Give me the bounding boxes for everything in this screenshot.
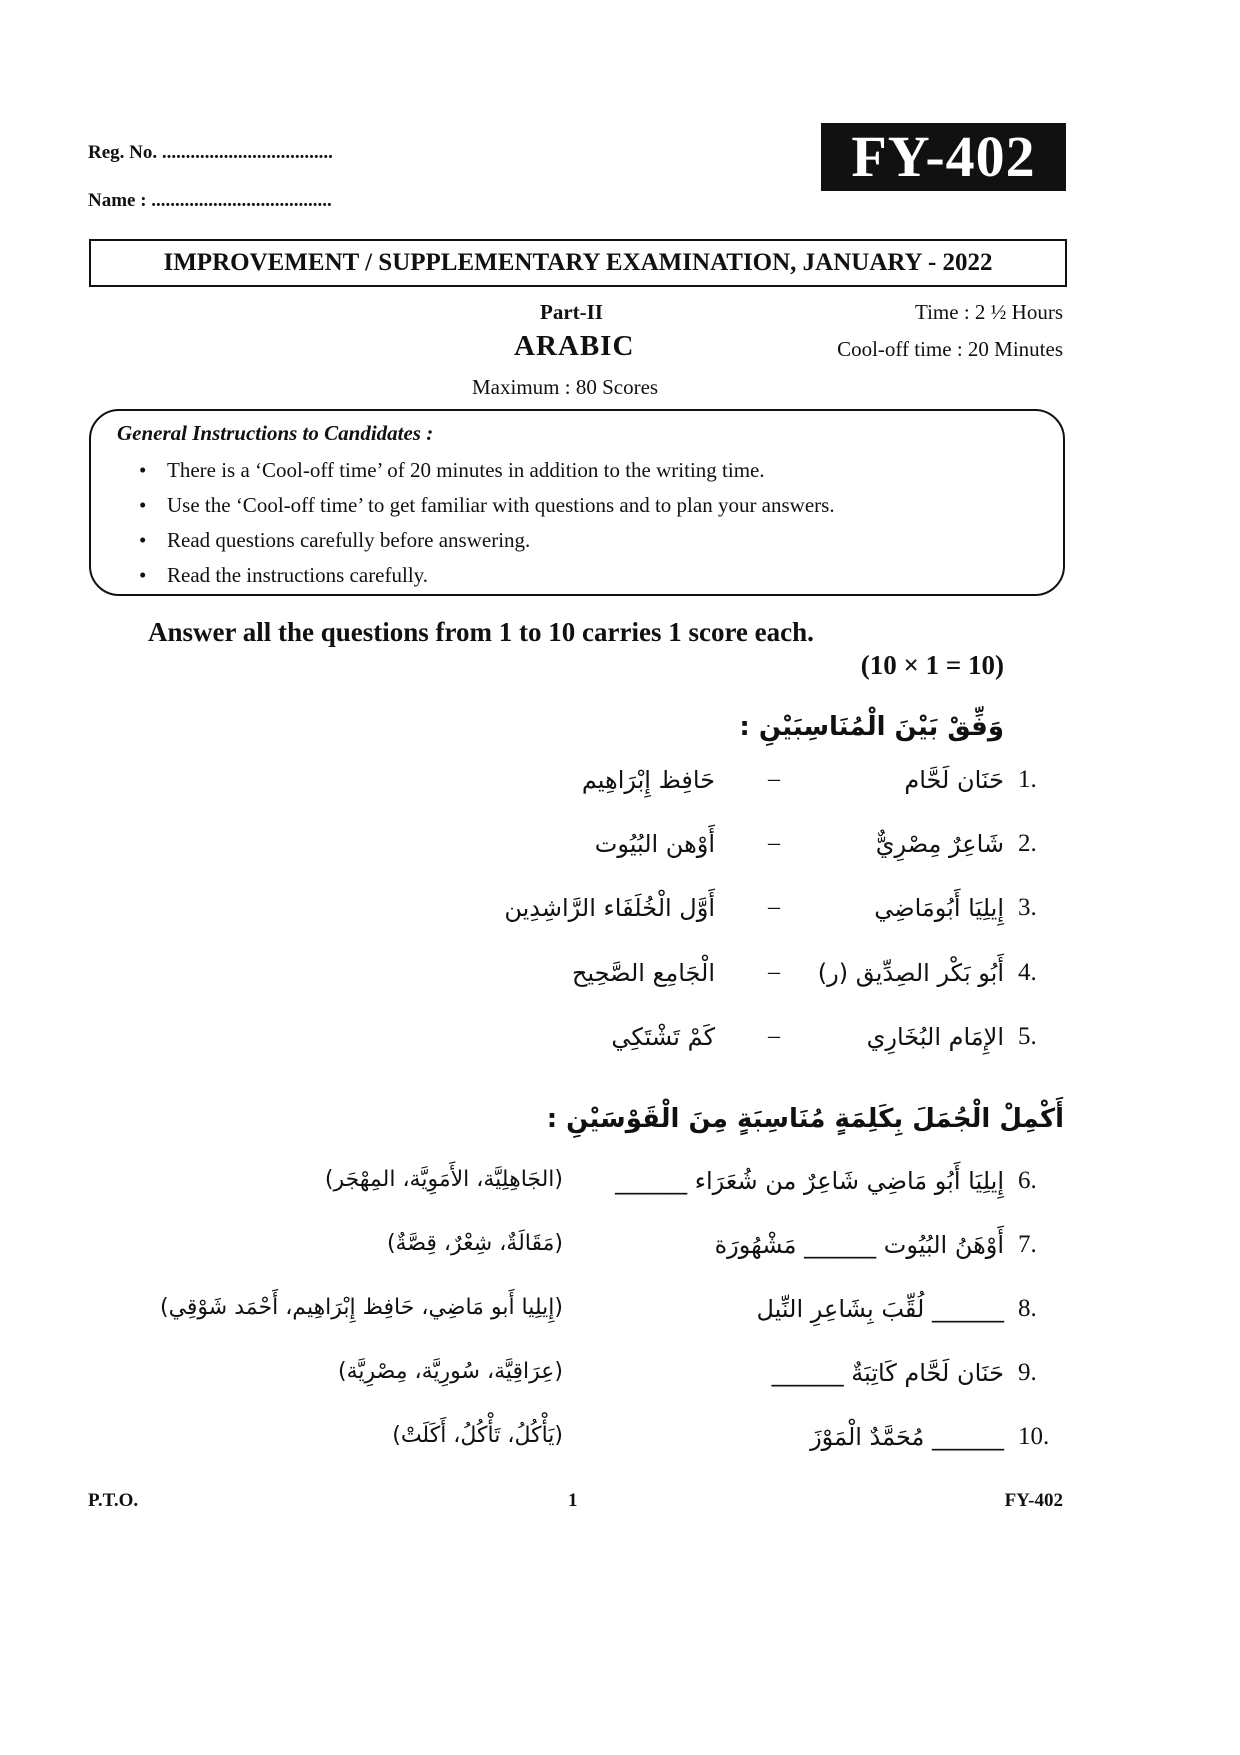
match-dash: – — [768, 830, 780, 856]
match-row — [0, 894, 1240, 934]
instruction-item: • There is a ‘Cool-off time’ of 20 minutes in addition to the writing time. — [139, 457, 835, 492]
match-right: الإِمَام البُخَارِي — [866, 1023, 1004, 1051]
page-number: 1 — [568, 1490, 578, 1511]
footer-pto: P.T.O. — [88, 1490, 139, 1511]
question-number: 1. — [1018, 766, 1037, 793]
cool-off-label: Cool-off time : 20 Minutes — [837, 337, 1063, 361]
part-label: Part-II — [540, 300, 603, 324]
complete-row — [0, 1231, 1240, 1271]
question-number: 7. — [1018, 1231, 1037, 1258]
question-text: ______ لُقِّبَ بِشَاعِرِ النِّيل — [756, 1295, 1004, 1323]
instruction-item: • Read questions carefully before answering. — [139, 527, 835, 562]
question-number: 2. — [1018, 830, 1037, 857]
match-right: شَاعِرٌ مِصْرِيٌّ — [875, 830, 1004, 858]
match-right: أَبُو بَكْر الصِدِّيق (ر) — [817, 959, 1004, 987]
complete-row — [0, 1167, 1240, 1207]
instructions-list — [139, 457, 835, 597]
reg-no-field: Reg. No. .................................... — [88, 142, 333, 163]
question-options: (عِرَاقِيَّة، سُورِيَّة، مِصْرِيَّة) — [338, 1359, 563, 1384]
match-dash: – — [768, 1023, 780, 1049]
name-field: Name : ...................................... — [88, 190, 332, 211]
match-row — [0, 1023, 1240, 1063]
question-options: (إِيلِيا أَبو مَاضِي، حَافِظ إِبْرَاهِيم، أَحْمَد شَوْقِي) — [160, 1295, 563, 1320]
question-options: (يَأْكُلُ، تَأْكُلُ، أَكَلَتْ) — [392, 1423, 563, 1448]
section-heading: Answer all the questions from 1 to 10 carries 1 score each. — [148, 617, 814, 647]
match-right: إِيلِيَا أَبُومَاضِي — [874, 894, 1004, 922]
match-right: حَنَان لَحَّام — [904, 766, 1004, 794]
match-dash: – — [768, 894, 780, 920]
question-number: 6. — [1018, 1167, 1037, 1194]
complete-row — [0, 1423, 1240, 1463]
instruction-item: • Use the ‘Cool-off time’ to get familiar with questions and to plan your answers. — [139, 492, 835, 527]
question-number: 8. — [1018, 1295, 1037, 1322]
match-instruction: وَفِّقْ بَيْنَ الْمُنَاسِبَيْنِ : — [739, 712, 1004, 742]
question-number: 9. — [1018, 1359, 1037, 1386]
question-text: أَوْهَنُ البُيُوت ______ مَشْهُورَة — [714, 1231, 1004, 1259]
match-dash: – — [768, 766, 780, 792]
complete-row — [0, 1359, 1240, 1399]
question-number: 3. — [1018, 894, 1037, 921]
question-text: حَنَان لَحَّام كَاتِبَةٌ ______ — [771, 1359, 1004, 1387]
max-score: Maximum : 80 Scores — [472, 375, 659, 399]
question-text: إِيلِيَا أَبُو مَاضِي شَاعِرٌ من شُعَرَاء ______ — [615, 1167, 1004, 1195]
exam-title: IMPROVEMENT / SUPPLEMENTARY EXAMINATION, JANUARY - 2022 — [89, 239, 1067, 287]
match-left: الْجَامِع الصَّحِيح — [571, 959, 715, 987]
section-score: (10 × 1 = 10) — [860, 650, 1004, 680]
question-number: 4. — [1018, 959, 1037, 986]
complete-instruction: أَكْمِلْ الْجُمَلَ بِكَلِمَةٍ مُنَاسِبَةٍ مِنَ الْقَوْسَيْنِ : — [546, 1104, 1064, 1134]
instructions-box — [89, 409, 1065, 596]
match-left: أَوَّل الْخُلَفَاء الرَّاشِدِين — [504, 894, 715, 922]
time-label: Time : 2 ½ Hours — [915, 300, 1063, 324]
paper-code: FY-402 — [821, 123, 1066, 191]
subject-title: ARABIC — [514, 330, 635, 362]
question-options: (الجَاهِلِيَّة، الأَمَوِيَّة، المِهْجَر) — [324, 1167, 563, 1192]
match-dash: – — [768, 959, 780, 985]
instruction-item: • Read the instructions carefully. — [139, 562, 835, 597]
match-left: كَمْ تَشْتَكِي — [611, 1023, 715, 1051]
match-row — [0, 830, 1240, 870]
question-text: ______ مُحَمَّدٌ الْمَوْزَ — [810, 1423, 1004, 1451]
match-row — [0, 959, 1240, 999]
question-number: 10. — [1018, 1423, 1050, 1450]
footer-code: FY-402 — [1004, 1490, 1063, 1511]
instructions-title: General Instructions to Candidates : — [117, 421, 434, 445]
match-row — [0, 766, 1240, 806]
match-left: حَافِظ إِبْرَاهِيم — [581, 766, 715, 794]
question-number: 5. — [1018, 1023, 1037, 1050]
question-options: (مَقَالَةٌ، شِعْرٌ، قِصَّةٌ) — [386, 1231, 563, 1256]
match-left: أَوْهن البُيُوت — [594, 830, 715, 858]
complete-row — [0, 1295, 1240, 1335]
